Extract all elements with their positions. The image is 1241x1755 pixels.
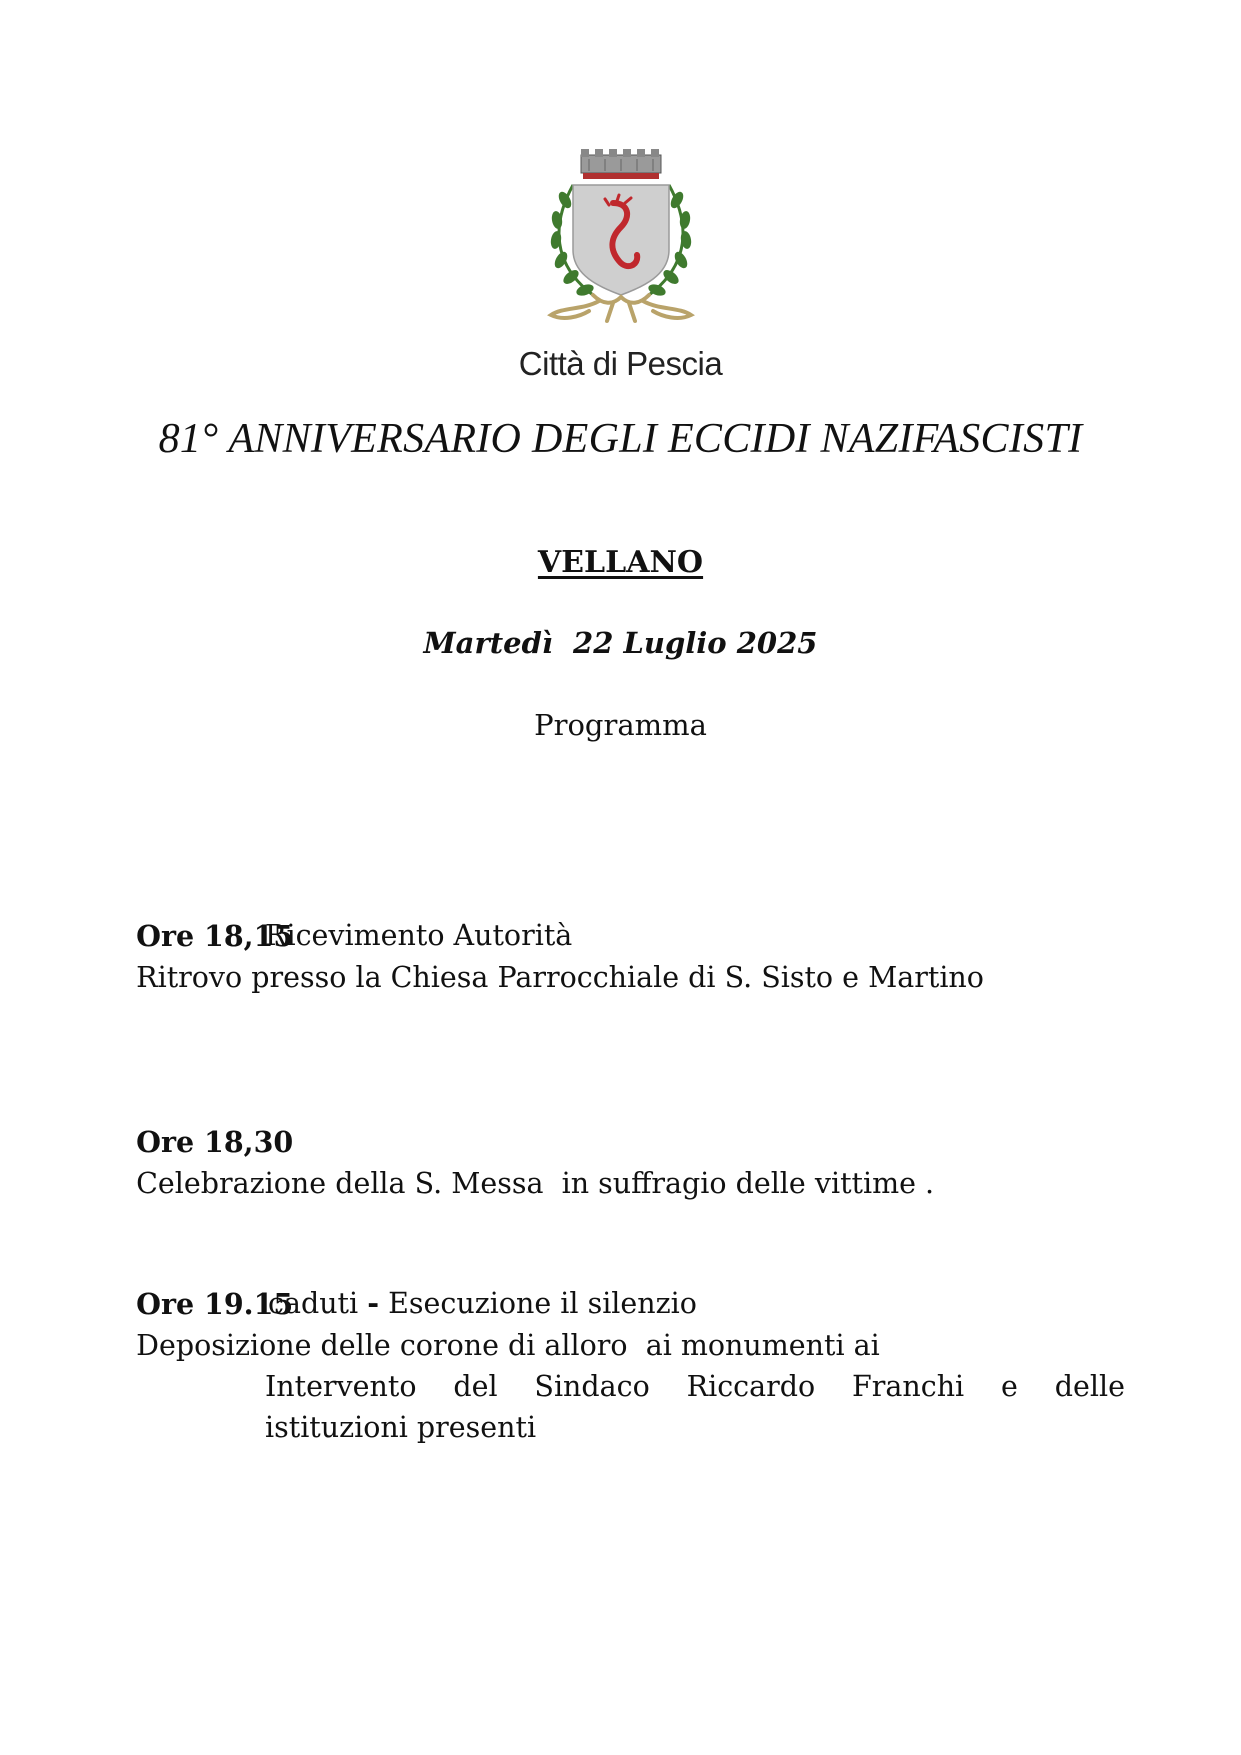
program-text: Deposizione delle corone di alloro ai monumenti ai: [136, 1329, 880, 1362]
program-text-part: Esecuzione il silenzio: [379, 1287, 697, 1320]
program-text-continued: [268, 1283, 697, 1324]
program-note-word: delle: [1054, 1370, 1125, 1403]
program-note: [265, 1366, 1125, 1407]
event-place: VELLANO: [537, 545, 704, 580]
program-item: [118, 1081, 934, 1204]
program-time: Ore 19.15: [136, 1287, 294, 1321]
program-note-word: Sindaco: [534, 1370, 650, 1403]
program-text: Ritrovo presso la Chiesa Parrocchiale di S. Sisto e Martino: [136, 961, 984, 994]
ribbon-icon: [551, 295, 691, 321]
program-text-dash: -: [367, 1286, 380, 1320]
program-text: Celebrazione della S. Messa in suffragio delle vittime .: [136, 1167, 935, 1200]
program-note-word: Riccardo: [686, 1370, 816, 1403]
event-date: Martedì 22 Luglio 2025: [423, 626, 818, 660]
program-text-continued: Ricevimento Autorità: [265, 919, 573, 952]
program-time: Ore 18,30: [136, 1125, 294, 1159]
program-time: Ore 18,15: [136, 919, 294, 953]
city-coat-of-arms-icon: [543, 145, 699, 345]
city-name: Città di Pescia: [518, 345, 723, 382]
page-title: 81° ANNIVERSARIO DEGLI ECCIDI NAZIFASCISTI: [158, 416, 1083, 462]
program-note-word: e: [1001, 1370, 1018, 1403]
program-note-word: Intervento: [265, 1370, 417, 1403]
program-note-word: del: [453, 1370, 498, 1403]
program-label: Programma: [534, 708, 707, 742]
program-text-part: caduti: [268, 1287, 368, 1320]
program-note-continued: istituzioni presenti: [265, 1411, 537, 1444]
program-note-word: Franchi: [851, 1370, 965, 1403]
crown-icon: [581, 149, 661, 179]
